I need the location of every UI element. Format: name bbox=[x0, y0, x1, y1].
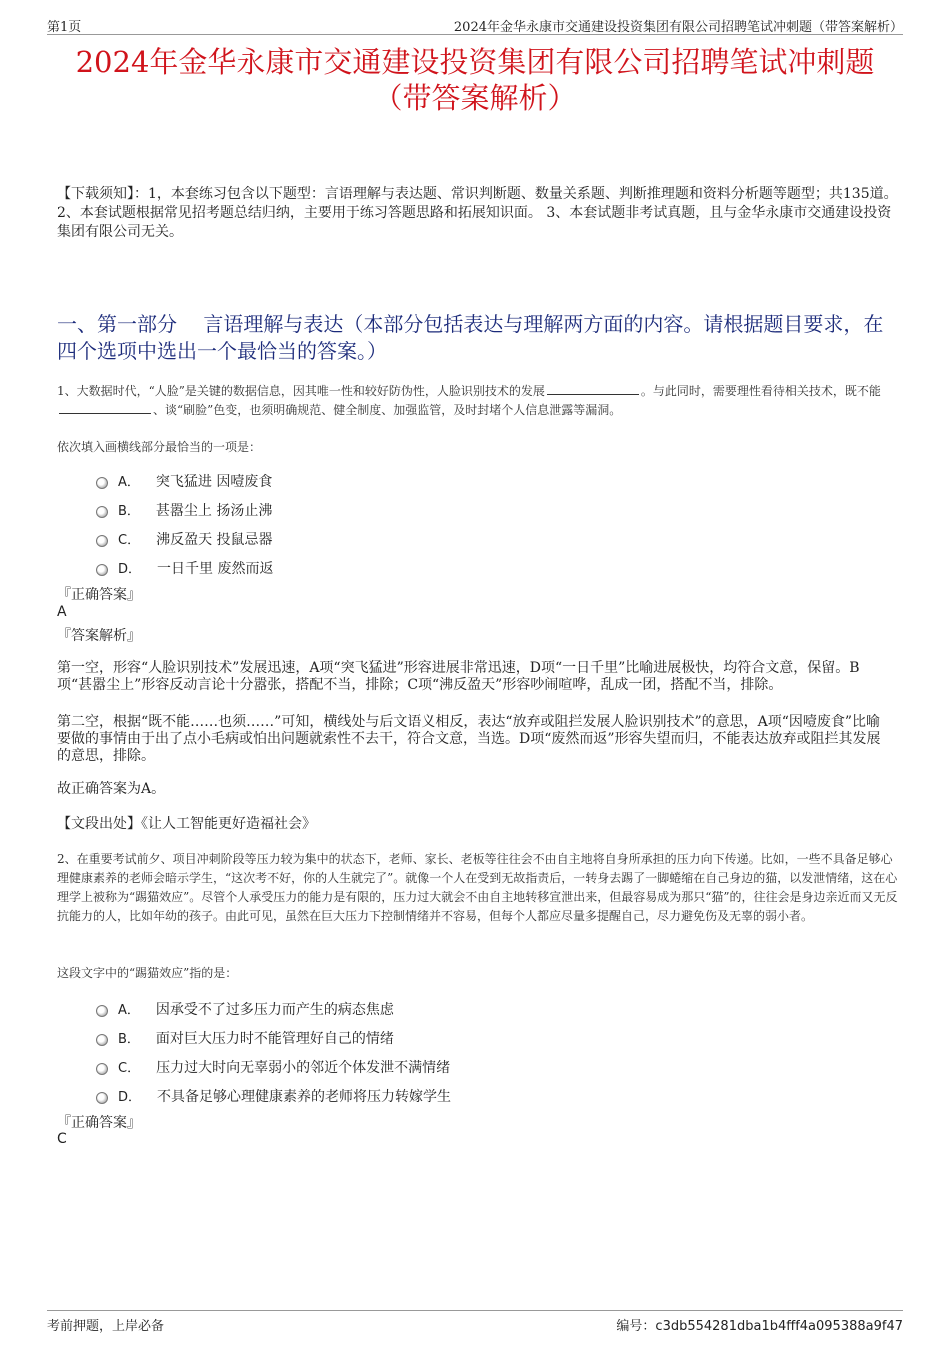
option-letter: B． bbox=[118, 504, 140, 519]
footer-code-value: c3db554281dba1b4fff4a095388a9f47 bbox=[655, 1319, 903, 1334]
option-c[interactable] bbox=[96, 524, 273, 553]
question-2-text: 2、在重要考试前夕、项目冲刺阶段等压力较为集中的状态下，老师、家长、老板等往往会不由自主地将自身所承担的压力向下传递。比如，一些不具备足够心理健康素养的老师会暗示学生，“这次考不好，你的人生就完了”。就像一个人在受到无故指责后，一转身去踢了一脚蜷缩在自己身边的猫，以发泄情绪，这在心理学上被称为“踢猫效应”。尽管个人承受压力的能力是有限的，压力过大就会不由自主地转移宣泄出来，但最容易成为那只“猫”的，往往会是身边亲近而又无反抗能力的人，比如年幼的孩子。由此可见，虽然在巨大压力下控制情绪并不容易，但每个人都应尽量多提醒自己，尽力避免伤及无辜的弱小者。 bbox=[57, 852, 898, 923]
correct-answer: A bbox=[57, 604, 67, 620]
correct-answer: C bbox=[57, 1131, 67, 1147]
question-2-options bbox=[96, 994, 451, 1110]
question-1-text bbox=[57, 382, 900, 420]
question-2-prompt: 这段文字中的“踢猫效应”指的是： bbox=[57, 966, 238, 980]
question-1-prompt: 依次填入画横线部分最恰当的一项是： bbox=[57, 440, 262, 454]
option-text: 一日千里 废然而返 bbox=[157, 560, 274, 577]
option-text: 面对巨大压力时不能管理好自己的情绪 bbox=[155, 1030, 394, 1047]
question-1-text-part-a: 1、大数据时代，“人脸”是关键的数据信息，因其唯一性和较好防伪性，人脸识别技术的发展 bbox=[57, 384, 545, 398]
option-text: 甚嚣尘上 扬汤止沸 bbox=[155, 502, 273, 519]
option-b[interactable] bbox=[96, 1023, 451, 1052]
page-number: 第1页 bbox=[47, 20, 82, 35]
correct-answer-label: 『正确答案』 bbox=[57, 1115, 141, 1131]
option-letter: A． bbox=[118, 1003, 140, 1018]
page-footer bbox=[47, 1310, 903, 1334]
option-d[interactable] bbox=[96, 1081, 451, 1110]
option-letter: D． bbox=[118, 1090, 142, 1105]
question-1-text-part-b: 。与此同时，需要理性看待相关技术，既不能 bbox=[640, 384, 881, 398]
analysis-conclusion: 故正确答案为A。 bbox=[57, 781, 166, 797]
title-line-1: 2024年金华永康市交通建设投资集团有限公司招聘笔试冲刺题 bbox=[75, 45, 875, 79]
option-a[interactable] bbox=[96, 466, 273, 495]
title-line-2: （带答案解析） bbox=[373, 81, 577, 115]
radio-icon[interactable] bbox=[96, 506, 108, 518]
footer-code-label: 编号： bbox=[616, 1319, 656, 1334]
page-header bbox=[47, 14, 903, 35]
question-1-text-part-c: 、谈“刷脸”色变，也须明确规范、健全制度、加强监管，及时封堵个人信息泄露等漏洞。 bbox=[153, 403, 622, 417]
option-c[interactable] bbox=[96, 1052, 451, 1081]
page-title bbox=[40, 44, 910, 116]
analysis-label: 『答案解析』 bbox=[57, 628, 141, 644]
option-text: 不具备足够心理健康素养的老师将压力转嫁学生 bbox=[157, 1088, 452, 1105]
footer-slogan: 考前押题，上岸必备 bbox=[47, 1319, 165, 1334]
option-b[interactable] bbox=[96, 495, 273, 524]
answer-blank-2 bbox=[59, 401, 151, 414]
radio-icon[interactable] bbox=[96, 1005, 108, 1017]
option-letter: C． bbox=[118, 533, 141, 548]
radio-icon[interactable] bbox=[96, 535, 108, 547]
option-d[interactable] bbox=[96, 553, 273, 582]
analysis-paragraph-2: 第二空，根据“既不能……也须……”可知，横线处与后文语义相反，表达“放弃或阻拦发展人脸识别技术”的意思，A项“因噎废食”比喻要做的事情由于出了点小毛病或怕出问题就索性不去干，符合文意，当选。D项“废然而返”形容失望而归，不能表达放弃或阻拦其发展的意思，排除。 bbox=[57, 714, 881, 764]
text-source: 【文段出处】《让人工智能更好造福社会》 bbox=[57, 816, 316, 832]
option-text: 压力过大时向无辜弱小的邻近个体发泄不满情绪 bbox=[156, 1059, 451, 1076]
header-doc-title: 2024年金华永康市交通建设投资集团有限公司招聘笔试冲刺题（带答案解析） bbox=[453, 20, 903, 35]
correct-answer-label: 『正确答案』 bbox=[57, 587, 141, 603]
option-letter: A． bbox=[118, 475, 140, 490]
option-letter: B． bbox=[118, 1032, 140, 1047]
option-a[interactable] bbox=[96, 994, 451, 1023]
option-text: 突飞猛进 因噎废食 bbox=[155, 473, 273, 490]
question-1-options bbox=[96, 466, 273, 582]
radio-icon[interactable] bbox=[96, 1034, 108, 1046]
download-notice: 【下载须知】：1，本套练习包含以下题型：言语理解与表达题、常识判断题、数量关系题、判断推理题和资料分析题等题型；共135道。 2、本套试题根据常见招考题总结归纳，主要用于练习答题思路和拓展知识面。 3、本套试题非考试真题，且与金华永康市交通建设投资集团有限公司无关。 bbox=[57, 186, 898, 240]
radio-icon[interactable] bbox=[96, 564, 108, 576]
radio-icon[interactable] bbox=[96, 1092, 108, 1104]
radio-icon[interactable] bbox=[96, 477, 108, 489]
section-title: 一、第一部分 言语理解与表达（本部分包括表达与理解两方面的内容。请根据题目要求，在四个选项中选出一个最恰当的答案。） bbox=[57, 312, 884, 363]
option-letter: D． bbox=[118, 562, 142, 577]
option-text: 沸反盈天 投鼠忌器 bbox=[156, 531, 273, 548]
radio-icon[interactable] bbox=[96, 1063, 108, 1075]
option-letter: C． bbox=[118, 1061, 141, 1076]
footer-code bbox=[616, 1315, 903, 1334]
option-text: 因承受不了过多压力而产生的病态焦虑 bbox=[155, 1001, 394, 1018]
answer-blank-1 bbox=[547, 382, 639, 395]
analysis-paragraph-1: 第一空，形容“人脸识别技术”发展迅速，A项“突飞猛进”形容进展非常迅速，D项“一日千里”比喻进展极快，均符合文意，保留。B项“甚嚣尘上”形容反动言论十分嚣张，搭配不当，排除；C项“沸反盈天”形容吵闹喧哗，乱成一团，搭配不当，排除。 bbox=[57, 660, 860, 693]
